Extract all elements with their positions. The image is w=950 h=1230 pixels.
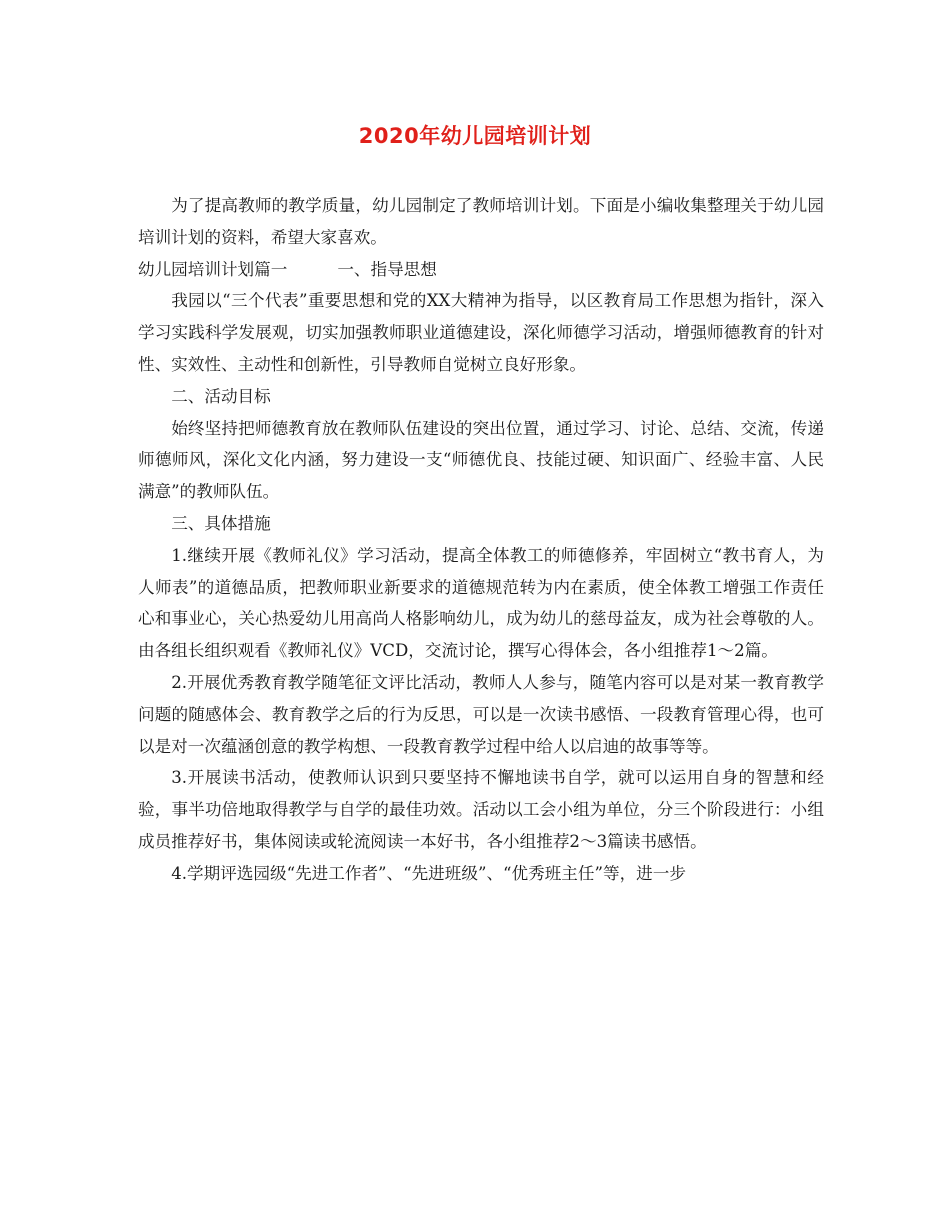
measure-item-4: 4.学期评选园级“先进工作者”、“先进班级”、“优秀班主任”等，进一步 (171, 863, 686, 883)
measure-item-3: 3.开展读书活动，使教师认识到只要坚持不懈地读书自学，就可以运用自身的智慧和经验，事半功倍地取得教学与自学的最佳功效。活动以工会小组为单位，分三个阶段进行：小组成员推荐好书，集体阅读或轮流阅读一本好书，各小组推荐2～3篇读书感悟。 (138, 768, 824, 851)
guiding-thought-paragraph: 我园以“三个代表”重要思想和党的XX大精神为指导，以区教育局工作思想为指针，深入学习实践科学发展观，切实加强教师职业道德建设，深化师德学习活动，增强师德教育的针对性、实效性、主动性和创新性，引导教师自觉树立良好形象。 (138, 291, 824, 374)
heading-specific-measures: 三、具体措施 (171, 513, 271, 533)
activity-goals-paragraph: 始终坚持把师德教育放在教师队伍建设的突出位置，通过学习、讨论、总结、交流，传递师德师风，深化文化内涵，努力建设一支“师德优良、技能过硬、知识面广、经验丰富、人民满意”的教师队伍。 (138, 418, 824, 502)
measure-item-1: 1.继续开展《教师礼仪》学习活动，提高全体教工的师德修养，牢固树立“教书育人，为人师表”的道德品质，把教师职业新要求的道德规范转为内在素质，使全体教工增强工作责任心和事业心，关心热爱幼儿用高尚人格影响幼儿，成为幼儿的慈母益友，成为社会尊敬的人。由各组长组织观看《教师礼仪》VCD，交流讨论，撰写心得体会，各小组推荐1～2篇。 (138, 545, 824, 661)
section-label: 幼儿园培训计划篇一 (138, 259, 288, 279)
section-heading-line (138, 254, 824, 286)
intro-paragraph: 为了提高教师的教学质量，幼儿园制定了教师培训计划。下面是小编收集整理关于幼儿园培训计划的资料，希望大家喜欢。 (138, 196, 824, 247)
heading-guiding-thought: 一、指导思想 (337, 259, 437, 279)
measure-item-2: 2.开展优秀教育教学随笔征文评比活动，教师人人参与，随笔内容可以是对某一教育教学问题的随感体会、教育教学之后的行为反思，可以是一次读书感悟、一段教育管理心得，也可以是对一次蕴涵创意的教学构想、一段教育教学过程中给人以启迪的故事等等。 (138, 672, 824, 756)
document-body (138, 190, 824, 890)
document-title: 2020年幼儿园培训计划 (358, 124, 592, 148)
heading-activity-goals: 二、活动目标 (171, 386, 271, 406)
